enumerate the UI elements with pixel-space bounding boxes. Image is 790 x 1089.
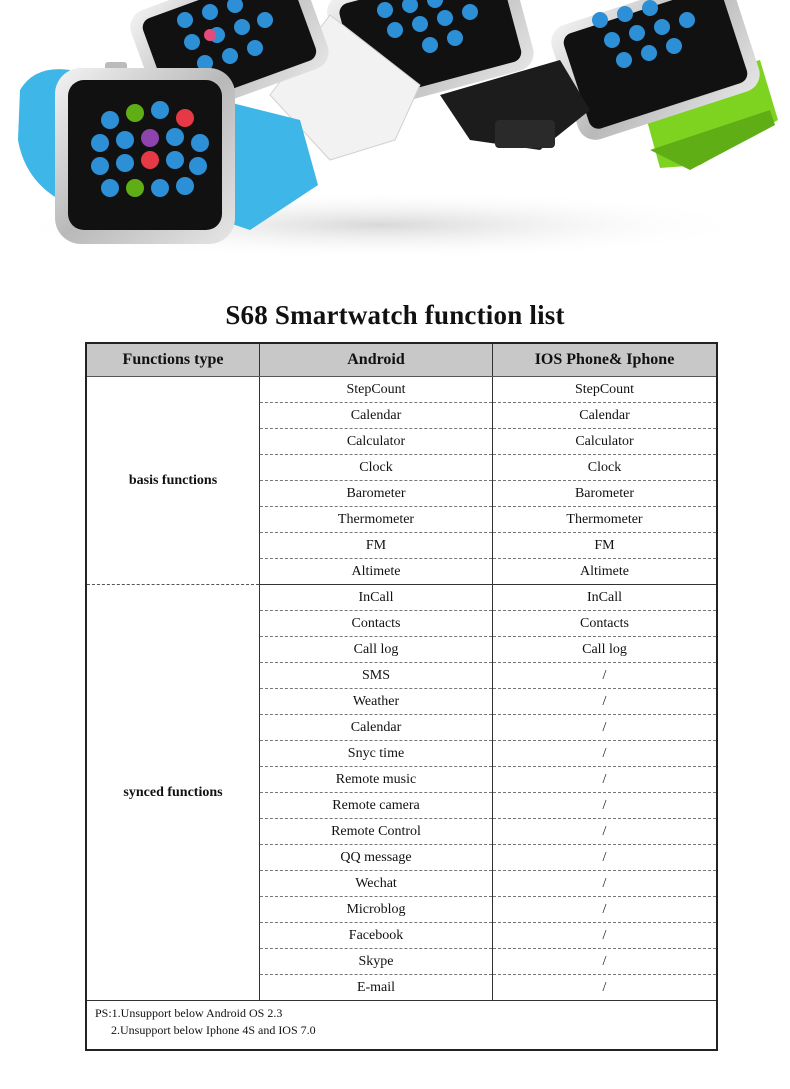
note-line: PS:1.Unsupport below Android OS 2.3: [95, 1006, 283, 1020]
android-cell: Wechat: [260, 871, 493, 897]
android-cell: Facebook: [260, 923, 493, 949]
ios-cell: Clock: [493, 455, 718, 481]
ios-cell: Altimete: [493, 559, 718, 585]
ios-cell: Barometer: [493, 481, 718, 507]
function-table: [85, 342, 718, 1051]
ios-cell: /: [493, 897, 718, 923]
function-type-cell: basis functions: [86, 377, 260, 585]
ios-cell: /: [493, 845, 718, 871]
android-cell: SMS: [260, 663, 493, 689]
android-cell: E-mail: [260, 975, 493, 1001]
android-cell: Microblog: [260, 897, 493, 923]
ios-cell: /: [493, 715, 718, 741]
table-row: [86, 585, 717, 611]
android-cell: Snyc time: [260, 741, 493, 767]
table-header-row: [86, 343, 717, 377]
android-cell: Contacts: [260, 611, 493, 637]
ios-cell: Thermometer: [493, 507, 718, 533]
function-type-cell: synced functions: [86, 585, 260, 1001]
ios-cell: Calendar: [493, 403, 718, 429]
ios-cell: /: [493, 975, 718, 1001]
android-cell: Calculator: [260, 429, 493, 455]
android-cell: Remote camera: [260, 793, 493, 819]
ios-cell: /: [493, 741, 718, 767]
ios-cell: /: [493, 949, 718, 975]
ios-cell: /: [493, 663, 718, 689]
android-cell: FM: [260, 533, 493, 559]
ios-cell: /: [493, 923, 718, 949]
android-cell: Calendar: [260, 715, 493, 741]
ios-cell: FM: [493, 533, 718, 559]
android-cell: Weather: [260, 689, 493, 715]
ios-cell: /: [493, 793, 718, 819]
android-cell: Skype: [260, 949, 493, 975]
green-watch: [547, 0, 778, 170]
ios-cell: /: [493, 871, 718, 897]
android-cell: InCall: [260, 585, 493, 611]
ios-cell: StepCount: [493, 377, 718, 403]
ios-cell: Contacts: [493, 611, 718, 637]
android-cell: Clock: [260, 455, 493, 481]
android-cell: Remote music: [260, 767, 493, 793]
android-cell: StepCount: [260, 377, 493, 403]
notes-cell: [86, 1001, 717, 1051]
header-ios: IOS Phone& Iphone: [493, 343, 718, 377]
ios-cell: Call log: [493, 637, 718, 663]
header-android: Android: [260, 343, 493, 377]
android-cell: Barometer: [260, 481, 493, 507]
notes-row: [86, 1001, 717, 1051]
android-cell: Call log: [260, 637, 493, 663]
table-body: [86, 377, 717, 1051]
ios-cell: /: [493, 819, 718, 845]
ios-cell: /: [493, 689, 718, 715]
table-row: [86, 377, 717, 403]
ios-cell: InCall: [493, 585, 718, 611]
android-cell: Altimete: [260, 559, 493, 585]
ios-cell: Calculator: [493, 429, 718, 455]
header-functions-type: Functions type: [86, 343, 260, 377]
android-cell: Remote Control: [260, 819, 493, 845]
product-photo: [0, 0, 790, 270]
android-cell: Thermometer: [260, 507, 493, 533]
android-cell: Calendar: [260, 403, 493, 429]
android-cell: QQ message: [260, 845, 493, 871]
note-line: 2.Unsupport below Iphone 4S and IOS 7.0: [111, 1023, 316, 1037]
page-title: S68 Smartwatch function list: [225, 300, 565, 330]
ios-cell: /: [493, 767, 718, 793]
